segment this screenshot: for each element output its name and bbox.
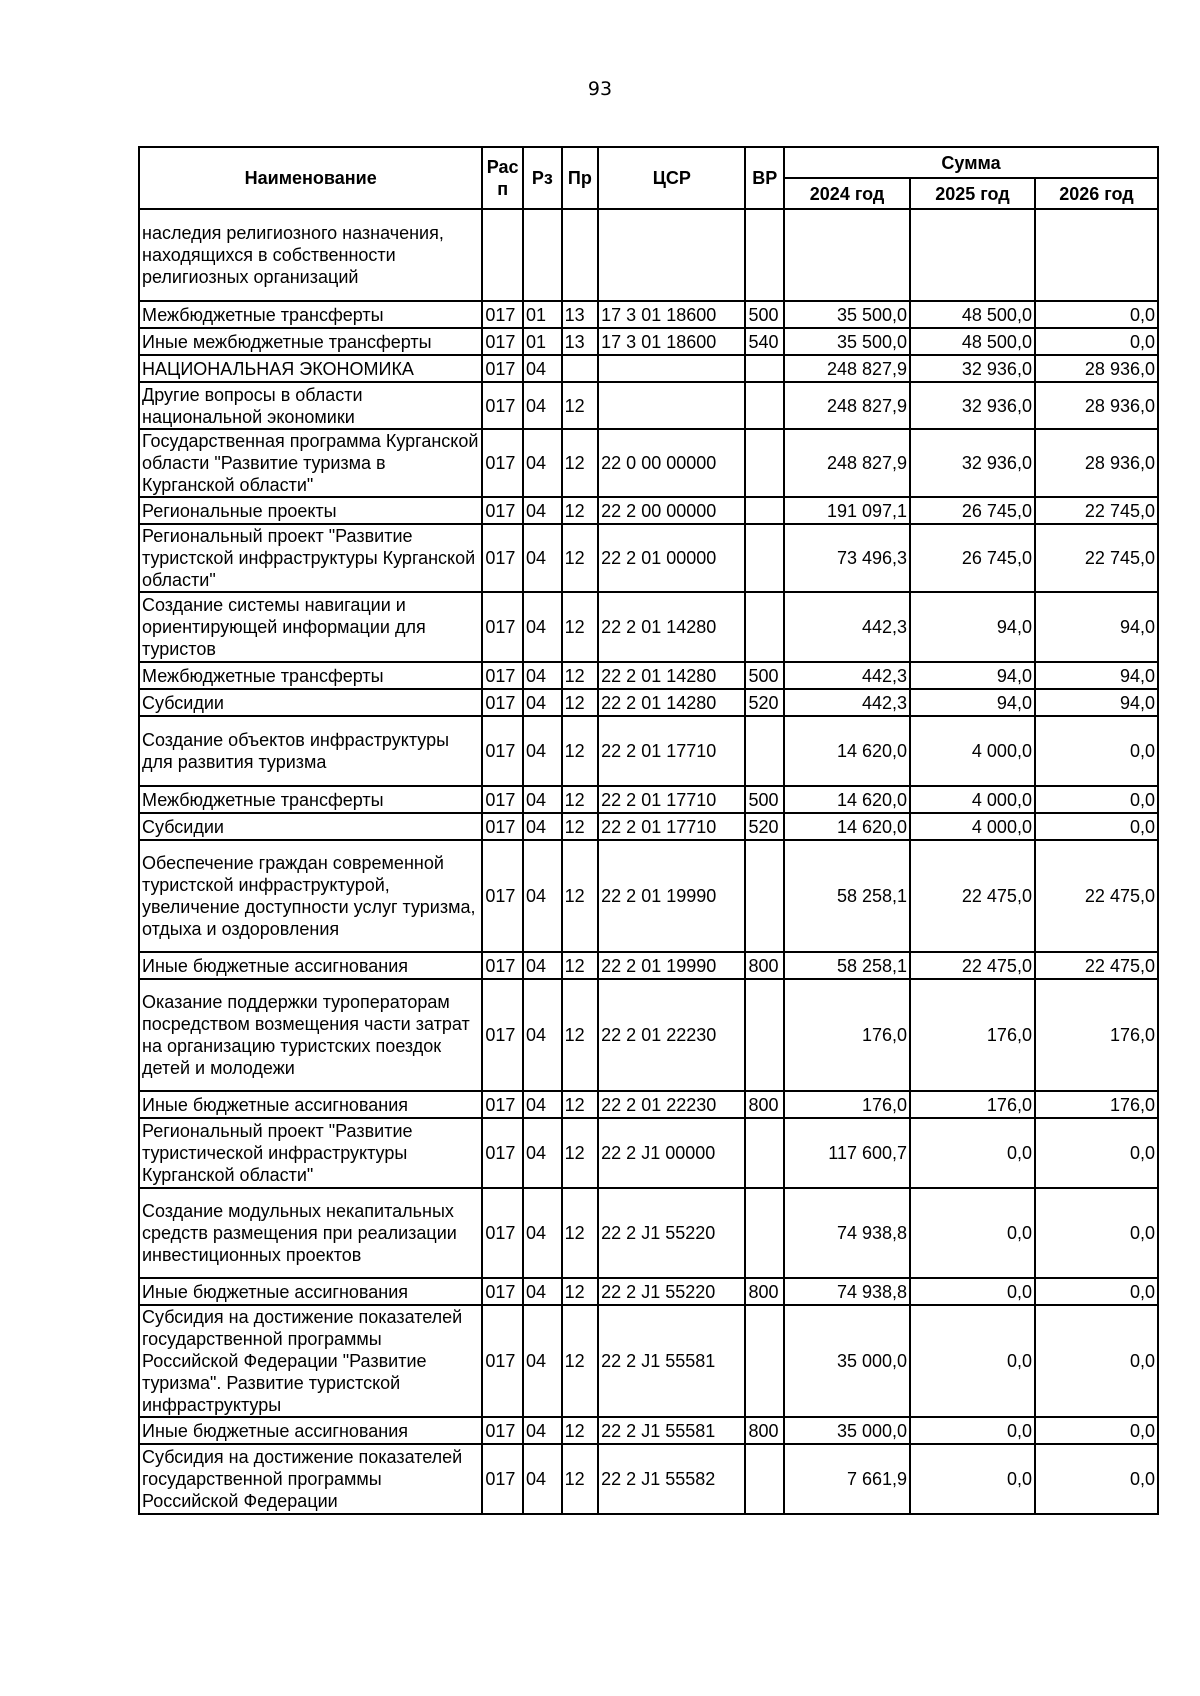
row-amount-2026: 0,0 [1035, 786, 1158, 813]
row-rasp: 017 [482, 382, 523, 429]
row-pr: 12 [562, 1091, 599, 1118]
row-name: Создание объектов инфраструктуры для развития туризма [139, 716, 482, 786]
row-vr: 800 [745, 1091, 784, 1118]
row-amount-2026: 0,0 [1035, 1444, 1158, 1514]
row-amount-2025: 94,0 [910, 662, 1035, 689]
row-amount-2026: 94,0 [1035, 662, 1158, 689]
row-rz: 04 [523, 1444, 562, 1514]
row-amount-2025: 32 936,0 [910, 355, 1035, 382]
row-rasp: 017 [482, 786, 523, 813]
row-amount-2025: 94,0 [910, 592, 1035, 662]
row-pr: 12 [562, 1444, 599, 1514]
row-amount-2025: 26 745,0 [910, 524, 1035, 592]
row-amount-2026: 22 745,0 [1035, 497, 1158, 524]
row-amount-2024: 442,3 [784, 662, 910, 689]
row-name: Субсидии [139, 689, 482, 716]
row-name: Межбюджетные трансферты [139, 301, 482, 328]
row-vr: 500 [745, 662, 784, 689]
row-amount-2024: 14 620,0 [784, 813, 910, 840]
table-row [139, 592, 1158, 662]
table-row [139, 662, 1158, 689]
row-rasp [482, 209, 523, 301]
row-amount-2026: 0,0 [1035, 1305, 1158, 1417]
row-vr [745, 716, 784, 786]
row-amount-2025: 32 936,0 [910, 382, 1035, 429]
table-row [139, 301, 1158, 328]
row-vr [745, 209, 784, 301]
header-sum: Сумма [784, 147, 1158, 178]
row-amount-2026: 0,0 [1035, 328, 1158, 355]
table-header [139, 147, 1158, 209]
row-amount-2025: 0,0 [910, 1278, 1035, 1305]
row-rasp: 017 [482, 429, 523, 497]
row-csr: 17 3 01 18600 [598, 328, 745, 355]
row-vr [745, 355, 784, 382]
row-csr [598, 355, 745, 382]
row-amount-2025: 22 475,0 [910, 840, 1035, 952]
header-2026: 2026 год [1035, 178, 1158, 209]
row-rasp: 017 [482, 328, 523, 355]
row-pr: 12 [562, 1188, 599, 1278]
row-rz: 04 [523, 716, 562, 786]
row-amount-2025: 48 500,0 [910, 301, 1035, 328]
row-csr: 22 0 00 00000 [598, 429, 745, 497]
row-amount-2026: 0,0 [1035, 1278, 1158, 1305]
row-rz: 04 [523, 1091, 562, 1118]
row-amount-2025: 26 745,0 [910, 497, 1035, 524]
row-amount-2024: 73 496,3 [784, 524, 910, 592]
row-rz: 04 [523, 497, 562, 524]
row-amount-2024: 117 600,7 [784, 1118, 910, 1188]
row-rasp: 017 [482, 689, 523, 716]
row-name: Региональные проекты [139, 497, 482, 524]
row-pr: 12 [562, 1305, 599, 1417]
row-pr [562, 209, 599, 301]
row-name: Создание модульных некапитальных средств размещения при реализации инвестиционных проектов [139, 1188, 482, 1278]
row-pr: 12 [562, 1278, 599, 1305]
row-vr [745, 979, 784, 1091]
row-amount-2026: 0,0 [1035, 716, 1158, 786]
row-name: Создание системы навигации и ориентирующей информации для туристов [139, 592, 482, 662]
row-amount-2025: 176,0 [910, 1091, 1035, 1118]
row-name: Субсидии [139, 813, 482, 840]
row-pr: 12 [562, 524, 599, 592]
row-name: НАЦИОНАЛЬНАЯ ЭКОНОМИКА [139, 355, 482, 382]
row-amount-2024: 74 938,8 [784, 1188, 910, 1278]
row-rz: 04 [523, 1278, 562, 1305]
row-amount-2025: 4 000,0 [910, 716, 1035, 786]
row-name: Региональный проект "Развитие туристской инфраструктуры Курганской области" [139, 524, 482, 592]
row-amount-2025 [910, 209, 1035, 301]
row-vr [745, 524, 784, 592]
row-name: Субсидия на достижение показателей государственной программы Российской Федерации "Развитие туризма". Развитие туристской инфраструктуры [139, 1305, 482, 1417]
budget-table [138, 146, 1159, 1515]
row-rasp: 017 [482, 952, 523, 979]
row-amount-2024: 14 620,0 [784, 716, 910, 786]
header-2025: 2025 год [910, 178, 1035, 209]
row-vr: 520 [745, 813, 784, 840]
row-vr: 540 [745, 328, 784, 355]
row-amount-2024: 248 827,9 [784, 355, 910, 382]
table-row [139, 209, 1158, 301]
row-name: наследия религиозного назначения, находящихся в собственности религиозных организаций [139, 209, 482, 301]
row-vr [745, 1188, 784, 1278]
row-pr [562, 355, 599, 382]
table-row [139, 1118, 1158, 1188]
header-rz: Рз [523, 147, 562, 209]
row-amount-2024: 14 620,0 [784, 786, 910, 813]
row-name: Иные бюджетные ассигнования [139, 1278, 482, 1305]
row-amount-2025: 176,0 [910, 979, 1035, 1091]
row-rz: 04 [523, 1118, 562, 1188]
row-amount-2024: 176,0 [784, 1091, 910, 1118]
table-row [139, 382, 1158, 429]
row-amount-2024: 191 097,1 [784, 497, 910, 524]
row-amount-2026: 28 936,0 [1035, 429, 1158, 497]
row-pr: 12 [562, 497, 599, 524]
row-rz: 04 [523, 952, 562, 979]
page-number: 93 [587, 78, 613, 100]
row-pr: 12 [562, 786, 599, 813]
row-name: Государственная программа Курганской области "Развитие туризма в Курганской области" [139, 429, 482, 497]
header-pr: Пр [562, 147, 599, 209]
row-csr: 22 2 J1 00000 [598, 1118, 745, 1188]
row-csr: 22 2 01 14280 [598, 592, 745, 662]
row-amount-2025: 0,0 [910, 1188, 1035, 1278]
row-pr: 13 [562, 328, 599, 355]
row-pr: 12 [562, 952, 599, 979]
row-name: Обеспечение граждан современной туристской инфраструктурой, увеличение доступности услуг туризма, отдыха и оздоровления [139, 840, 482, 952]
row-rz: 04 [523, 355, 562, 382]
row-rasp: 017 [482, 1091, 523, 1118]
header-name: Наименование [139, 147, 482, 209]
row-vr [745, 840, 784, 952]
row-amount-2025: 0,0 [910, 1444, 1035, 1514]
row-amount-2025: 4 000,0 [910, 813, 1035, 840]
table-row [139, 328, 1158, 355]
row-rz: 04 [523, 1417, 562, 1444]
header-vr: ВР [745, 147, 784, 209]
row-rz: 04 [523, 524, 562, 592]
row-amount-2026: 0,0 [1035, 1417, 1158, 1444]
row-rasp: 017 [482, 813, 523, 840]
row-vr [745, 1118, 784, 1188]
row-rasp: 017 [482, 1188, 523, 1278]
row-pr: 12 [562, 382, 599, 429]
row-csr: 22 2 J1 55581 [598, 1417, 745, 1444]
row-csr: 22 2 01 00000 [598, 524, 745, 592]
row-vr [745, 1305, 784, 1417]
row-csr: 22 2 J1 55581 [598, 1305, 745, 1417]
row-rz: 01 [523, 301, 562, 328]
row-amount-2025: 48 500,0 [910, 328, 1035, 355]
row-rz: 04 [523, 1305, 562, 1417]
row-name: Иные межбюджетные трансферты [139, 328, 482, 355]
row-rasp: 017 [482, 716, 523, 786]
table-row [139, 1417, 1158, 1444]
row-vr: 500 [745, 301, 784, 328]
header-rasp-line1: Рас [486, 157, 519, 177]
row-rasp: 017 [482, 524, 523, 592]
row-rz: 04 [523, 662, 562, 689]
table-row [139, 716, 1158, 786]
row-amount-2026: 28 936,0 [1035, 355, 1158, 382]
row-csr: 22 2 01 19990 [598, 952, 745, 979]
row-name: Региональный проект "Развитие туристической инфраструктуры Курганской области" [139, 1118, 482, 1188]
row-name: Другие вопросы в области национальной экономики [139, 382, 482, 429]
row-pr: 12 [562, 979, 599, 1091]
row-rasp: 017 [482, 592, 523, 662]
row-csr [598, 209, 745, 301]
row-pr: 12 [562, 1417, 599, 1444]
table-row [139, 786, 1158, 813]
row-vr [745, 382, 784, 429]
row-amount-2024: 35 500,0 [784, 328, 910, 355]
row-rz: 04 [523, 979, 562, 1091]
row-amount-2026: 176,0 [1035, 1091, 1158, 1118]
row-csr: 22 2 J1 55220 [598, 1188, 745, 1278]
row-rz: 04 [523, 429, 562, 497]
row-csr: 22 2 01 17710 [598, 716, 745, 786]
row-rasp: 017 [482, 1118, 523, 1188]
row-rz: 04 [523, 786, 562, 813]
row-vr [745, 497, 784, 524]
table-row [139, 840, 1158, 952]
row-amount-2025: 94,0 [910, 689, 1035, 716]
row-csr: 22 2 01 14280 [598, 662, 745, 689]
row-amount-2024: 442,3 [784, 592, 910, 662]
row-vr [745, 1444, 784, 1514]
row-amount-2026: 94,0 [1035, 689, 1158, 716]
row-rasp: 017 [482, 662, 523, 689]
row-vr: 800 [745, 1278, 784, 1305]
header-2024: 2024 год [784, 178, 910, 209]
row-pr: 12 [562, 813, 599, 840]
row-amount-2025: 0,0 [910, 1305, 1035, 1417]
row-pr: 12 [562, 429, 599, 497]
table-row [139, 1444, 1158, 1514]
row-name: Субсидия на достижение показателей государственной программы Российской Федерации [139, 1444, 482, 1514]
table-row [139, 952, 1158, 979]
row-name: Иные бюджетные ассигнования [139, 1091, 482, 1118]
row-amount-2024: 248 827,9 [784, 429, 910, 497]
row-rasp: 017 [482, 1417, 523, 1444]
row-rasp: 017 [482, 1305, 523, 1417]
table-body [139, 209, 1158, 1514]
row-rasp: 017 [482, 497, 523, 524]
row-amount-2025: 22 475,0 [910, 952, 1035, 979]
row-amount-2026: 0,0 [1035, 813, 1158, 840]
table-row [139, 524, 1158, 592]
row-amount-2024: 58 258,1 [784, 840, 910, 952]
row-pr: 13 [562, 301, 599, 328]
row-vr [745, 429, 784, 497]
row-rz: 04 [523, 840, 562, 952]
row-name: Иные бюджетные ассигнования [139, 952, 482, 979]
row-amount-2025: 32 936,0 [910, 429, 1035, 497]
row-name: Межбюджетные трансферты [139, 662, 482, 689]
row-amount-2026: 0,0 [1035, 301, 1158, 328]
row-amount-2025: 0,0 [910, 1118, 1035, 1188]
table-row [139, 1278, 1158, 1305]
row-amount-2026: 28 936,0 [1035, 382, 1158, 429]
row-amount-2026: 0,0 [1035, 1118, 1158, 1188]
header-rasp [482, 147, 523, 209]
row-pr: 12 [562, 662, 599, 689]
row-csr: 22 2 01 17710 [598, 813, 745, 840]
header-csr: ЦСР [598, 147, 745, 209]
row-amount-2024: 35 500,0 [784, 301, 910, 328]
row-amount-2024: 58 258,1 [784, 952, 910, 979]
row-pr: 12 [562, 592, 599, 662]
table-row [139, 497, 1158, 524]
row-amount-2025: 0,0 [910, 1417, 1035, 1444]
row-amount-2025: 4 000,0 [910, 786, 1035, 813]
table-row [139, 1305, 1158, 1417]
row-csr: 22 2 01 17710 [598, 786, 745, 813]
table-row [139, 429, 1158, 497]
row-rasp: 017 [482, 301, 523, 328]
header-rasp-line2: п [497, 179, 509, 199]
row-amount-2026: 22 745,0 [1035, 524, 1158, 592]
row-csr: 22 2 01 19990 [598, 840, 745, 952]
table-row [139, 1091, 1158, 1118]
row-csr: 22 2 J1 55220 [598, 1278, 745, 1305]
row-amount-2024: 35 000,0 [784, 1305, 910, 1417]
row-rasp: 017 [482, 1278, 523, 1305]
row-rasp: 017 [482, 355, 523, 382]
row-vr: 500 [745, 786, 784, 813]
row-rasp: 017 [482, 840, 523, 952]
row-amount-2024: 248 827,9 [784, 382, 910, 429]
row-csr: 22 2 00 00000 [598, 497, 745, 524]
row-name: Оказание поддержки туроператорам посредством возмещения части затрат на организацию туристских поездок детей и молодежи [139, 979, 482, 1091]
row-amount-2026: 176,0 [1035, 979, 1158, 1091]
row-csr [598, 382, 745, 429]
row-rz: 04 [523, 813, 562, 840]
row-rz [523, 209, 562, 301]
row-vr [745, 592, 784, 662]
row-rz: 01 [523, 328, 562, 355]
row-amount-2026: 94,0 [1035, 592, 1158, 662]
row-pr: 12 [562, 840, 599, 952]
row-name: Межбюджетные трансферты [139, 786, 482, 813]
row-rz: 04 [523, 689, 562, 716]
row-rz: 04 [523, 1188, 562, 1278]
table-row [139, 813, 1158, 840]
table-row [139, 1188, 1158, 1278]
row-csr: 22 2 01 14280 [598, 689, 745, 716]
row-name: Иные бюджетные ассигнования [139, 1417, 482, 1444]
row-amount-2024: 442,3 [784, 689, 910, 716]
row-rz: 04 [523, 592, 562, 662]
row-amount-2024 [784, 209, 910, 301]
row-vr: 520 [745, 689, 784, 716]
row-amount-2026 [1035, 209, 1158, 301]
row-amount-2024: 35 000,0 [784, 1417, 910, 1444]
row-amount-2026: 0,0 [1035, 1188, 1158, 1278]
row-amount-2024: 7 661,9 [784, 1444, 910, 1514]
row-pr: 12 [562, 689, 599, 716]
row-pr: 12 [562, 1118, 599, 1188]
row-vr: 800 [745, 1417, 784, 1444]
row-vr: 800 [745, 952, 784, 979]
table-row [139, 689, 1158, 716]
row-csr: 22 2 01 22230 [598, 1091, 745, 1118]
row-rasp: 017 [482, 979, 523, 1091]
row-pr: 12 [562, 716, 599, 786]
row-csr: 17 3 01 18600 [598, 301, 745, 328]
row-csr: 22 2 01 22230 [598, 979, 745, 1091]
row-amount-2024: 176,0 [784, 979, 910, 1091]
row-amount-2024: 74 938,8 [784, 1278, 910, 1305]
table-row [139, 979, 1158, 1091]
row-rasp: 017 [482, 1444, 523, 1514]
row-amount-2026: 22 475,0 [1035, 952, 1158, 979]
table-row [139, 355, 1158, 382]
row-rz: 04 [523, 382, 562, 429]
row-csr: 22 2 J1 55582 [598, 1444, 745, 1514]
row-amount-2026: 22 475,0 [1035, 840, 1158, 952]
